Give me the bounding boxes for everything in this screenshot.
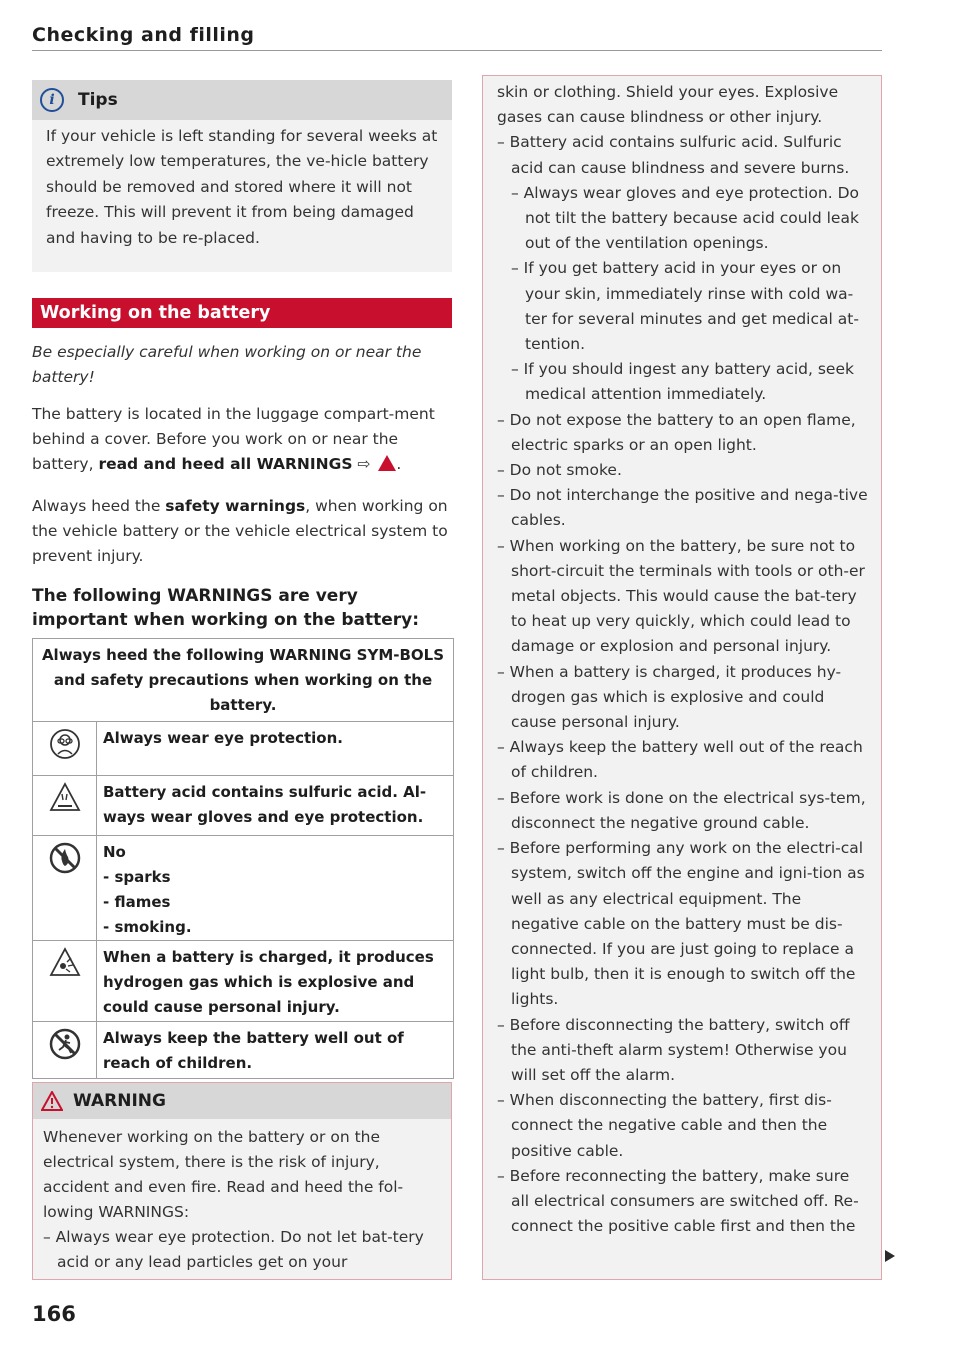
list-item: – Always keep the battery well out of the reach of children.: [497, 738, 863, 782]
warnings-subheading: The following WARNINGS are very important when working on the battery:: [32, 586, 420, 630]
symbol-text: When a battery is charged, it produces hydrogen gas which is explosive and could cause personal injury.: [103, 948, 434, 1016]
list-item: – Do not interchange the positive and nega-tive cables.: [497, 486, 868, 530]
warning-text: Whenever working on the battery or on the electrical system, there is the risk of injury, accident and even fire. Read and heed the fol-lowing WARNINGS: – Always wear eye protection. Do not let bat-tery acid or any lead particles get on your: [43, 1128, 424, 1271]
warning-triangle-icon: [41, 1091, 63, 1111]
warning-label: WARNING: [73, 1091, 166, 1111]
page-number: 166: [32, 1302, 76, 1326]
acid-warning-icon: [33, 776, 97, 835]
list-item: – Do not expose the battery to an open flame, electric sparks or an open light.: [497, 410, 856, 454]
table-row: [33, 776, 453, 836]
list-item: – Before performing any work on the electri-cal system, switch off the engine and igni-tion as well as any electrical equipment. The negative cable on the battery must be dis-connected. If you are just going to replace a light bulb, then it is enough to switch off the lights.: [497, 839, 865, 1009]
table-row: [33, 1022, 453, 1078]
list-item: – Before disconnecting the battery, switch off the anti-theft alarm system! Otherwise you will set off the alarm.: [497, 1015, 850, 1084]
list-item: – Always wear gloves and eye protection. Do not tilt the battery because acid could leak out of the ventilation openings.: [511, 183, 860, 253]
symbols-table-header: Always heed the following WARNING SYM-BOLS and safety precautions when working on the battery.: [33, 639, 453, 722]
warning-list: [483, 76, 881, 1239]
symbol-text: Battery acid contains sulfuric acid. Al-ways wear gloves and eye protection.: [103, 783, 427, 826]
header-divider: [32, 50, 882, 51]
page-header-title: Checking and filling: [32, 24, 255, 46]
battery-location-paragraph: The battery is located in the luggage compart-ment behind a cover. Before you work on or near the battery, read and heed all WARNINGS ⇨ .: [32, 405, 435, 473]
list-item: – Before work is done on the electrical sys-tem, disconnect the negative ground cable.: [497, 788, 866, 832]
list-item: skin or clothing. Shield your eyes. Explosive gases can cause blindness or other injury.: [497, 83, 839, 127]
tips-header: [32, 80, 452, 120]
warning-continuation-box: [482, 75, 882, 1280]
tips-text: If your vehicle is left standing for several weeks at extremely low temperatures, the ve-hicle battery should be removed and stored where it will not freeze. This will prevent it from being damaged and having to be re-placed.: [46, 127, 438, 247]
list-item: – Do not smoke.: [497, 461, 622, 480]
info-icon: i: [40, 88, 64, 112]
safety-paragraph: Always heed the safety warnings, when working on the vehicle battery or the vehicle electrical system to prevent injury.: [32, 497, 448, 565]
symbol-text: No - sparks - flames - smoking.: [103, 843, 192, 936]
table-row: [33, 722, 453, 776]
no-fire-icon: [33, 836, 97, 940]
list-item: – Battery acid contains sulfuric acid. Sulfuric acid can cause blindness and severe burns.: [497, 133, 850, 177]
table-row: [33, 836, 453, 941]
list-item: – When working on the battery, be sure not to short-circuit the terminals with tools or oth-er metal objects. This would cause the bat-tery to heat up very quickly, which could lead to damage or explosion and personal injury.: [497, 536, 865, 656]
read-warnings-emphasis: read and heed all WARNINGS: [98, 455, 353, 473]
warning-header: [33, 1083, 451, 1119]
warning-symbols-table: [32, 638, 454, 1079]
warning-box: [32, 1082, 452, 1280]
table-row: [33, 941, 453, 1022]
list-item: – When disconnecting the battery, first dis-connect the negative cable and then the positive cable.: [497, 1091, 832, 1160]
tips-label: Tips: [78, 90, 118, 110]
symbol-text: Always keep the battery well out of reach of children.: [103, 1029, 404, 1072]
safety-warnings-emphasis: safety warnings: [165, 497, 306, 515]
keep-away-children-icon: [33, 1022, 97, 1078]
list-item: – If you should ingest any battery acid, seek medical attention immediately.: [511, 360, 854, 404]
tips-box: [32, 80, 452, 272]
section-intro: Be especially careful when working on or near the battery!: [32, 343, 422, 386]
explosive-gas-icon: [33, 941, 97, 1021]
list-item: – Before reconnecting the battery, make sure all electrical consumers are switched off. Re-connect the positive cable first and then the: [497, 1166, 859, 1236]
warning-triangle-icon: [378, 455, 396, 471]
symbol-text: Always wear eye protection.: [103, 729, 343, 747]
section-title: Working on the battery: [32, 298, 452, 328]
list-item: – When a battery is charged, it produces hy-drogen gas which is explosive and could cause personal injury.: [497, 662, 842, 732]
continue-arrow-icon: [885, 1250, 895, 1262]
eye-protection-icon: [33, 722, 97, 775]
list-item: – If you get battery acid in your eyes or on your skin, immediately rinse with cold wa-ter for several minutes and get medical at-tention.: [511, 259, 859, 354]
